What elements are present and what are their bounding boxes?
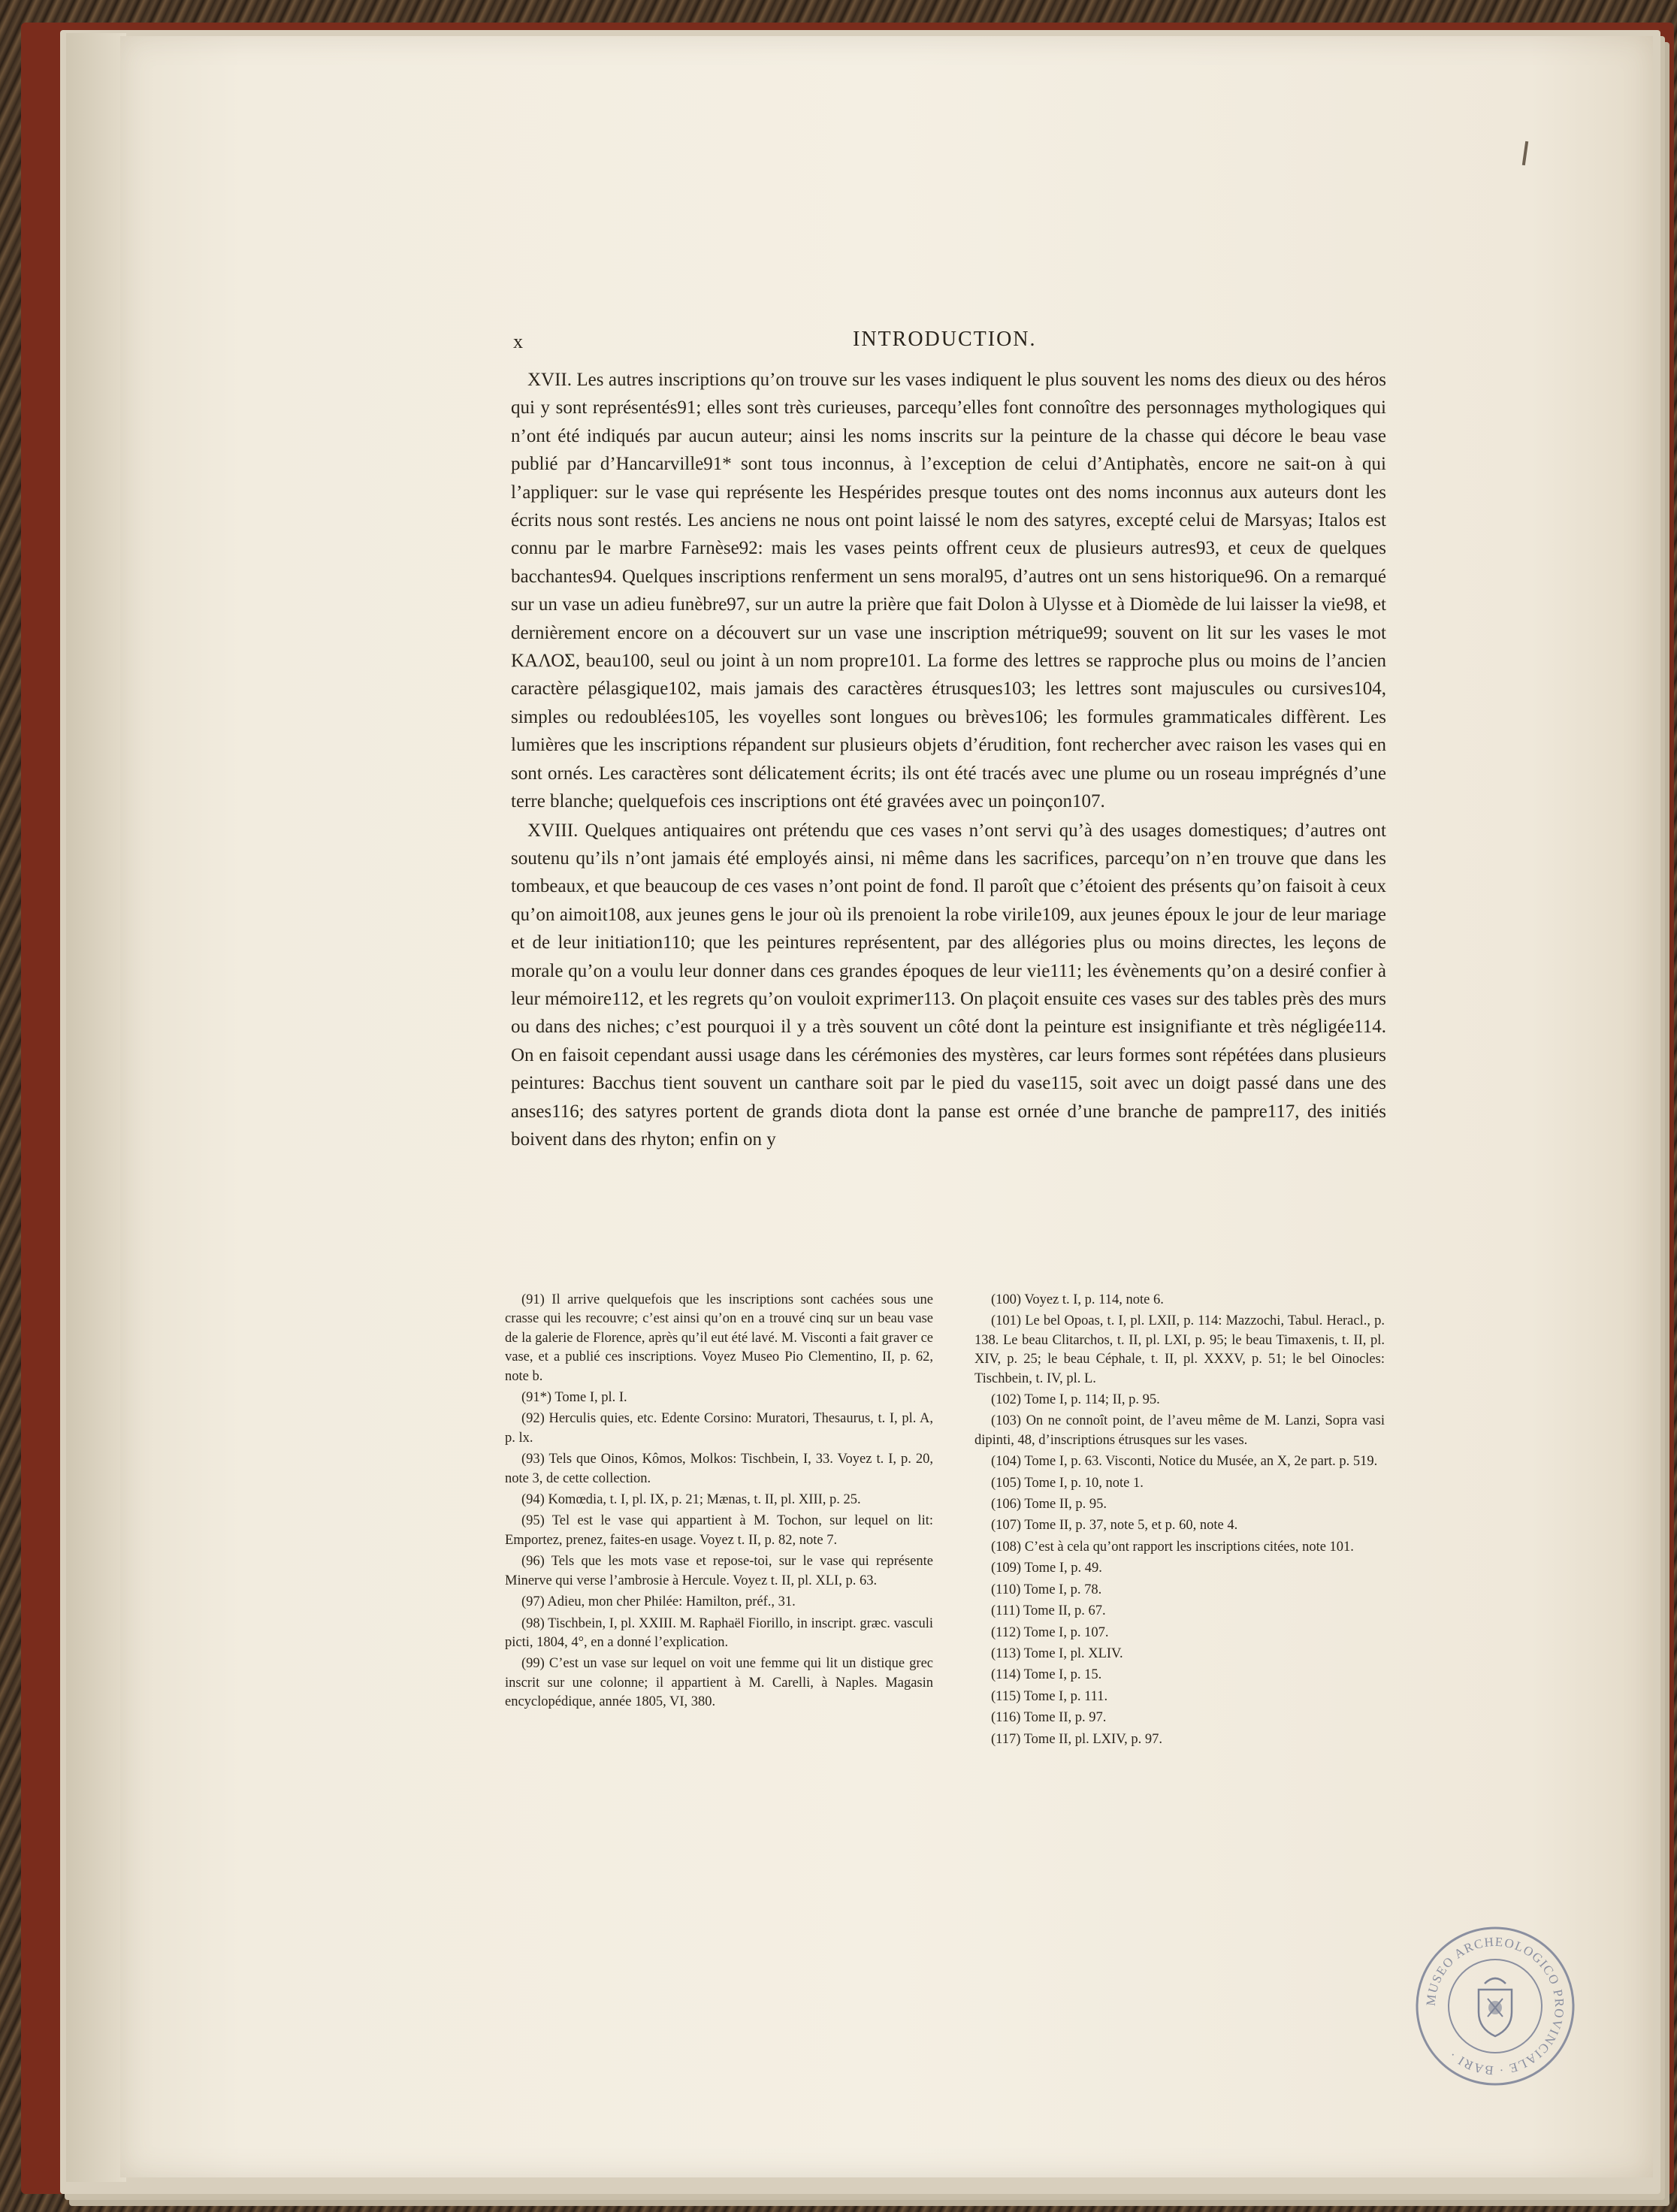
footnote: (108) C’est à cela qu’ont rapport les inscriptions citées, note 101. (991, 1539, 1354, 1555)
footnote: (97) Adieu, mon cher Philée: Hamilton, préf., 31. (521, 1594, 796, 1610)
footnote: (105) Tome I, p. 10, note 1. (991, 1475, 1144, 1491)
footnote: (116) Tome II, p. 97. (991, 1710, 1107, 1726)
footnote: (113) Tome I, pl. XLIV. (991, 1645, 1123, 1661)
coat-of-arms-icon (1479, 1978, 1512, 2036)
footnote: (110) Tome I, p. 78. (991, 1582, 1102, 1597)
footnote: (106) Tome II, p. 95. (991, 1497, 1107, 1512)
museum-stamp (1413, 1923, 1578, 2089)
footnote: (101) Le bel Opoas, t. I, pl. LXII, p. 114: Mazzochi, Tabul. Heracl., p. 138. Le beau Clitarchos, t. II, pl. LXI, p. 95; le beau Timaxenis, t. II, pl. XIV, p. 25; le beau Céphale, t. II, pl. XXXV, p. 51; le bel Oinocles: Tischbein, t. IV, pl. L. (974, 1313, 1385, 1386)
page-edge (66, 33, 126, 2182)
footnotes-right (974, 1291, 1385, 1751)
footnote: (115) Tome I, p. 111. (991, 1688, 1108, 1704)
footnote: (99) C’est un vase sur lequel on voit une femme qui lit un distique grec inscrit sur une colonne; il appartient à M. Carelli, à Naples. Magasin encyclopédique, année 1805, VI, 380. (505, 1656, 933, 1710)
page-number: x (513, 331, 524, 352)
footnote: (100) Voyez t. I, p. 114, note 6. (991, 1292, 1164, 1307)
page-title: INTRODUCTION. (853, 328, 1037, 351)
footnote: (114) Tome I, p. 15. (991, 1667, 1102, 1683)
footnotes-left (505, 1291, 933, 1715)
footnote: (109) Tome I, p. 49. (991, 1561, 1102, 1576)
footnote: (96) Tels que les mots vase et repose-toi, sur le vase qui représente Minerve qui verse l’ambrosie à Hercule. Voyez t. II, pl. XLI, p. 63. (505, 1554, 933, 1588)
footnote: (104) Tome I, p. 63. Visconti, Notice du Musée, an X, 2e part. p. 519. (991, 1454, 1378, 1470)
footnote: (95) Tel est le vase qui appartient à M. Tochon, sur lequel on lit: Emportez, prenez, faites-en usage. Voyez t. II, p. 82, note 7. (505, 1513, 933, 1548)
footnote: (91) Il arrive quelquefois que les inscriptions sont cachées sous une crasse qui les recouvre; c’est ainsi qu’on en a trouvé cinq sur un beau vase de la galerie de Florence, après qu’il eut été lavé. M. Visconti a fait graver ce vase, et a publié ces inscriptions. Voyez Museo Pio Clementino, II, p. 62, note b. (505, 1292, 933, 1384)
footnote: (111) Tome II, p. 67. (991, 1603, 1106, 1619)
main-text (511, 366, 1386, 1153)
footnote: (91*) Tome I, pl. I. (521, 1390, 627, 1406)
stamp-text: MUSEO ARCHEOLOGICO PROVINCIALE · BARI · (1423, 1934, 1567, 2078)
footnote: (93) Tels que Oinos, Kômos, Molkos: Tischbein, I, 33. Voyez t. I, p. 20, note 3, de cette collection. (505, 1452, 933, 1486)
footnote: (98) Tischbein, I, pl. XXIII. M. Raphaël Fiorillo, in inscript. græc. vasculi picti, 1804, 4°, en a donné l’explication. (505, 1615, 933, 1650)
footnote: (112) Tome I, p. 107. (991, 1624, 1109, 1640)
footnote: (117) Tome II, pl. LXIV, p. 97. (991, 1731, 1163, 1747)
footnote: (102) Tome I, p. 114; II, p. 95. (991, 1392, 1160, 1408)
footnote: (107) Tome II, p. 37, note 5, et p. 60, note 4. (991, 1518, 1238, 1534)
footnote: (94) Komœdia, t. I, pl. IX, p. 21; Mænas, t. II, pl. XIII, p. 25. (521, 1492, 861, 1508)
footnote: (92) Herculis quies, etc. Edente Corsino: Muratori, Thesaurus, t. I, pl. A, p. lx. (505, 1411, 933, 1446)
paragraph-xviii: XVIII. Quelques antiquaires ont prétendu que ces vases n’ont servi qu’à des usages domestiques; d’autres ont soutenu qu’ils n’ont jamais été employés ainsi, ni même dans les sacrifices, parcequ’on n’en trouve que dans les tombeaux, et que beaucoup de ces vases n’ont point de fond. Il paroît que c’étoient des présents qu’on faisoit à ceux qu’on aimoit108, aux jeunes gens le jour où ils prenoient la robe virile109, aux jeunes époux le jour de leur mariage et de leur initiation110; que les peintures représentent, par des allégories plus ou moins directes, les leçons de morale qu’on a voulu leur donner dans ces grandes époques de leur vie111; les évènements qu’on a desiré confier à leur mémoire112, et les regrets qu’on vouloit exprimer113. On plaçoit ensuite ces vases sur des tables près des murs ou dans des niches; c’est pourquoi il y a très souvent un côté dont la peinture est insignifiante et très négligée114. On en faisoit cependant aussi usage dans les cérémonies des mystères, car leurs formes sont répétées dans plusieurs peintures: Bacchus tient souvent un canthare soit par le pied du vase115, soit avec un doigt passé dans une des anses116; des satyres portent de grands diota dont la panse est ornée d’une branche de pampre117, des initiés boivent dans des rhyton; enfin on y (511, 820, 1386, 1150)
footnote: (103) On ne connoît point, de l’aveu même de M. Lanzi, Sopra vasi dipinti, 48, d’inscriptions étrusques sur les vases. (974, 1413, 1385, 1448)
paragraph-xvii: XVII. Les autres inscriptions qu’on trouve sur les vases indiquent le plus souvent les noms des dieux ou des héros qui y sont représentés91; elles sont très curieuses, parcequ’elles font connoître des personnages mythologiques qui n’ont été indiqués par aucun auteur; ainsi les noms inscrits sur la peinture de la chasse qui décore le beau vase publié par d’Hancarville91* sont tous inconnus, à l’exception de celui d’Antiphatès, encore ne sait-on à qui l’appliquer: sur le vase qui représente les Hespérides presque toutes ont des noms inconnus aux auteurs dont les écrits nous sont restés. Les anciens ne nous ont point laissé le nom des satyres, excepté celui de Marsyas; Italos est connu par le marbre Farnèse92: mais les vases peints offrent ceux de plusieurs autres93, et ceux de quelques bacchantes94. Quelques inscriptions renferment un sens moral95, d’autres ont un sens historique96. On a remarqué sur un vase un adieu funèbre97, sur un autre la prière que fait Dolon à Ulysse et à Diomède de lui laisser la vie98, et dernièrement encore on a découvert sur un vase une inscription métrique99; souvent on lit sur les vases le mot ΚΑΛΟΣ, beau100, seul ou joint à un nom propre101. La forme des lettres se rapproche plus ou moins de l’ancien caractère pélasgique102, mais jamais des caractères étrusques103; les lettres sont majuscules ou cursives104, simples ou redoublées105, les voyelles sont longues ou brèves106; les formules grammaticales diffèrent. Les lumières que les inscriptions répandent sur plusieurs objets d’érudition, font rechercher avec raison les vases qui en sont ornés. Les caractères sont délicatement écrits; ils ont été tracés avec une plume ou un roseau imprégnés d’une terre blanche; quelquefois ces inscriptions ont été gravées avec un poinçon107. (511, 370, 1386, 812)
